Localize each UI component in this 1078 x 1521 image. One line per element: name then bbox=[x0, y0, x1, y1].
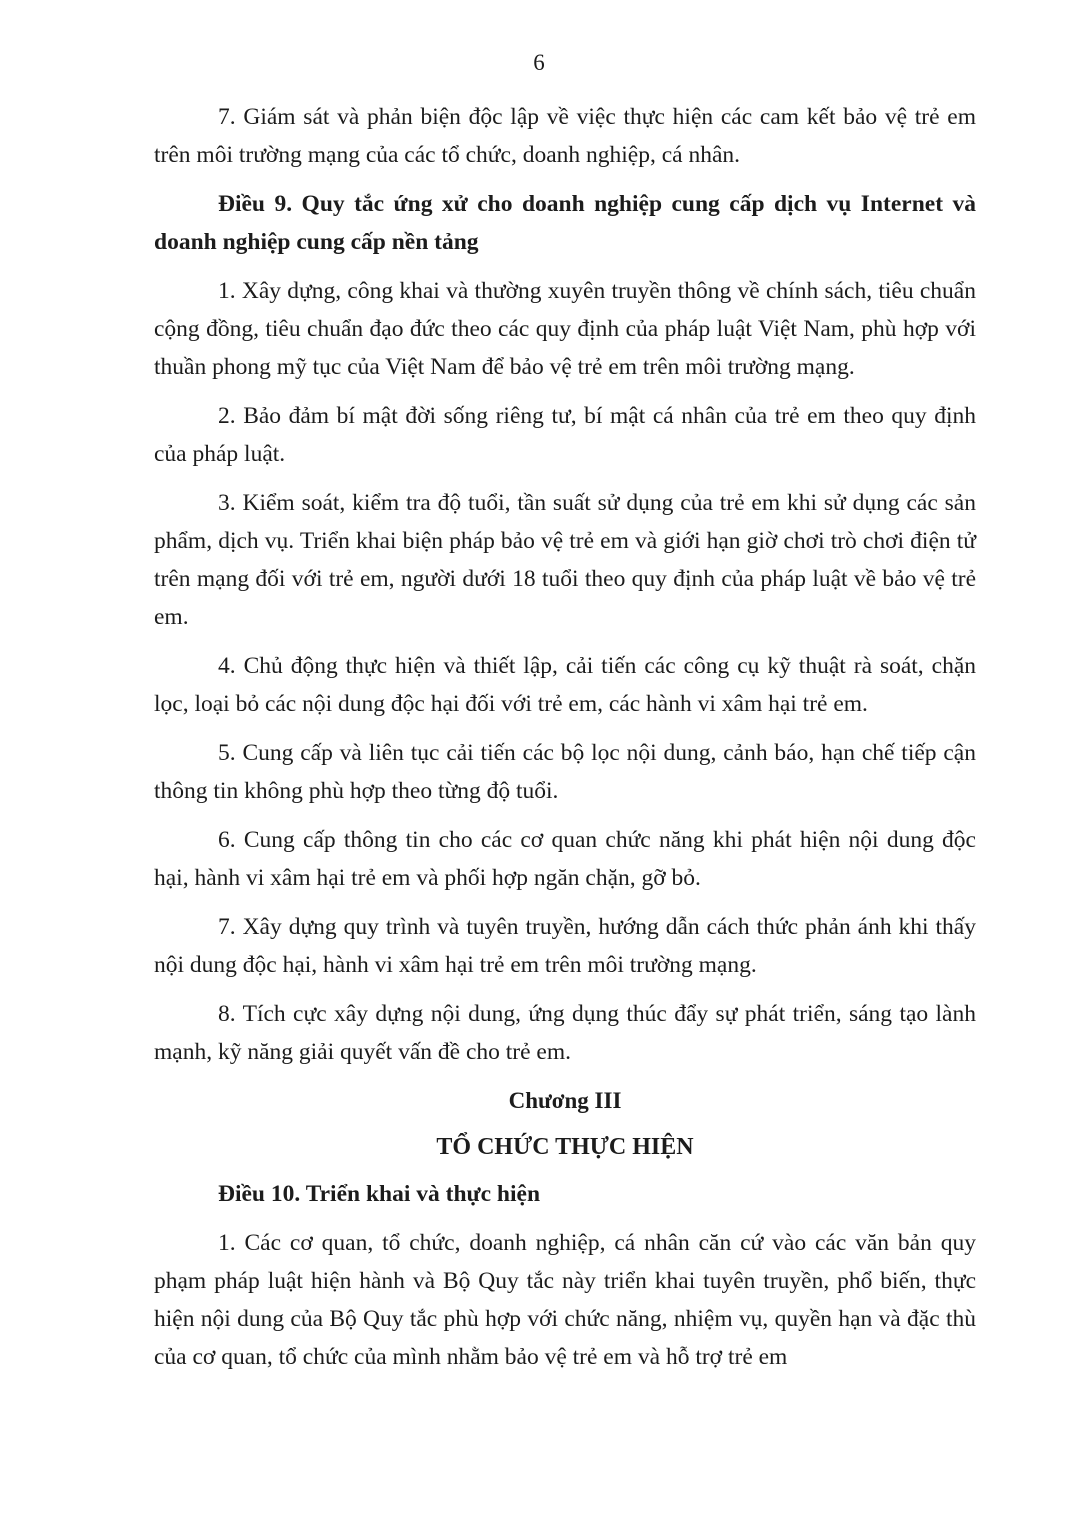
article-9-item-6: 6. Cung cấp thông tin cho các cơ quan chức năng khi phát hiện nội dung độc hại, hành vi xâm hại trẻ em và phối hợp ngăn chặn, gỡ bỏ. bbox=[154, 827, 976, 891]
article-10-heading: Điều 10. Triển khai và thực hiện bbox=[218, 1181, 541, 1207]
article-9-item-5: 5. Cung cấp và liên tục cải tiến các bộ lọc nội dung, cảnh báo, hạn chế tiếp cận thông tin không phù hợp theo từng độ tuổi. bbox=[154, 740, 976, 804]
article-9-item-4: 4. Chủ động thực hiện và thiết lập, cải tiến các công cụ kỹ thuật rà soát, chặn lọc, loại bỏ các nội dung độc hại đối với trẻ em, các hành vi xâm hại trẻ em. bbox=[154, 653, 976, 717]
chapter-title: TỔ CHỨC THỰC HIỆN bbox=[436, 1134, 694, 1160]
article-9-item-1: 1. Xây dựng, công khai và thường xuyên truyền thông về chính sách, tiêu chuẩn cộng đồng, tiêu chuẩn đạo đức theo các quy định của pháp luật Việt Nam, phù hợp với thuần phong mỹ tục của Việt Nam để bảo vệ trẻ em trên môi trường mạng. bbox=[154, 278, 976, 380]
article-9-item-2: 2. Bảo đảm bí mật đời sống riêng tư, bí mật cá nhân của trẻ em theo quy định của pháp luật. bbox=[154, 403, 976, 467]
chapter-label: Chương III bbox=[508, 1088, 622, 1113]
paragraph-item-7-monitoring: 7. Giám sát và phản biện độc lập về việc thực hiện các cam kết bảo vệ trẻ em trên môi trường mạng của các tổ chức, doanh nghiệp, cá nhân. bbox=[154, 104, 976, 168]
page-number: 6 bbox=[533, 50, 545, 75]
document-body bbox=[154, 98, 976, 1387]
article-10-item-1: 1. Các cơ quan, tổ chức, doanh nghiệp, cá nhân căn cứ vào các văn bản quy phạm pháp luật hiện hành và Bộ Quy tắc này triển khai tuyên truyền, phổ biến, thực hiện nội dung của Bộ Quy tắc phù hợp với chức năng, nhiệm vụ, quyền hạn và đặc thù của cơ quan, tổ chức của mình nhằm bảo vệ trẻ em và hỗ trợ trẻ em bbox=[154, 1230, 976, 1370]
article-9-item-3: 3. Kiểm soát, kiểm tra độ tuổi, tần suất sử dụng của trẻ em khi sử dụng các sản phẩm, dịch vụ. Triển khai biện pháp bảo vệ trẻ em và giới hạn giờ chơi trò chơi điện tử trên mạng đối với trẻ em, người dưới 18 tuổi theo quy định của pháp luật về bảo vệ trẻ em. bbox=[154, 490, 976, 630]
article-9-item-8: 8. Tích cực xây dựng nội dung, ứng dụng thúc đẩy sự phát triển, sáng tạo lành mạnh, kỹ năng giải quyết vấn đề cho trẻ em. bbox=[154, 1001, 976, 1065]
article-9-item-7: 7. Xây dựng quy trình và tuyên truyền, hướng dẫn cách thức phản ánh khi thấy nội dung độc hại, hành vi xâm hại trẻ em trên môi trường mạng. bbox=[154, 914, 976, 978]
article-9-heading: Điều 9. Quy tắc ứng xử cho doanh nghiệp cung cấp dịch vụ Internet và doanh nghiệp cung cấp nền tảng bbox=[154, 191, 976, 255]
